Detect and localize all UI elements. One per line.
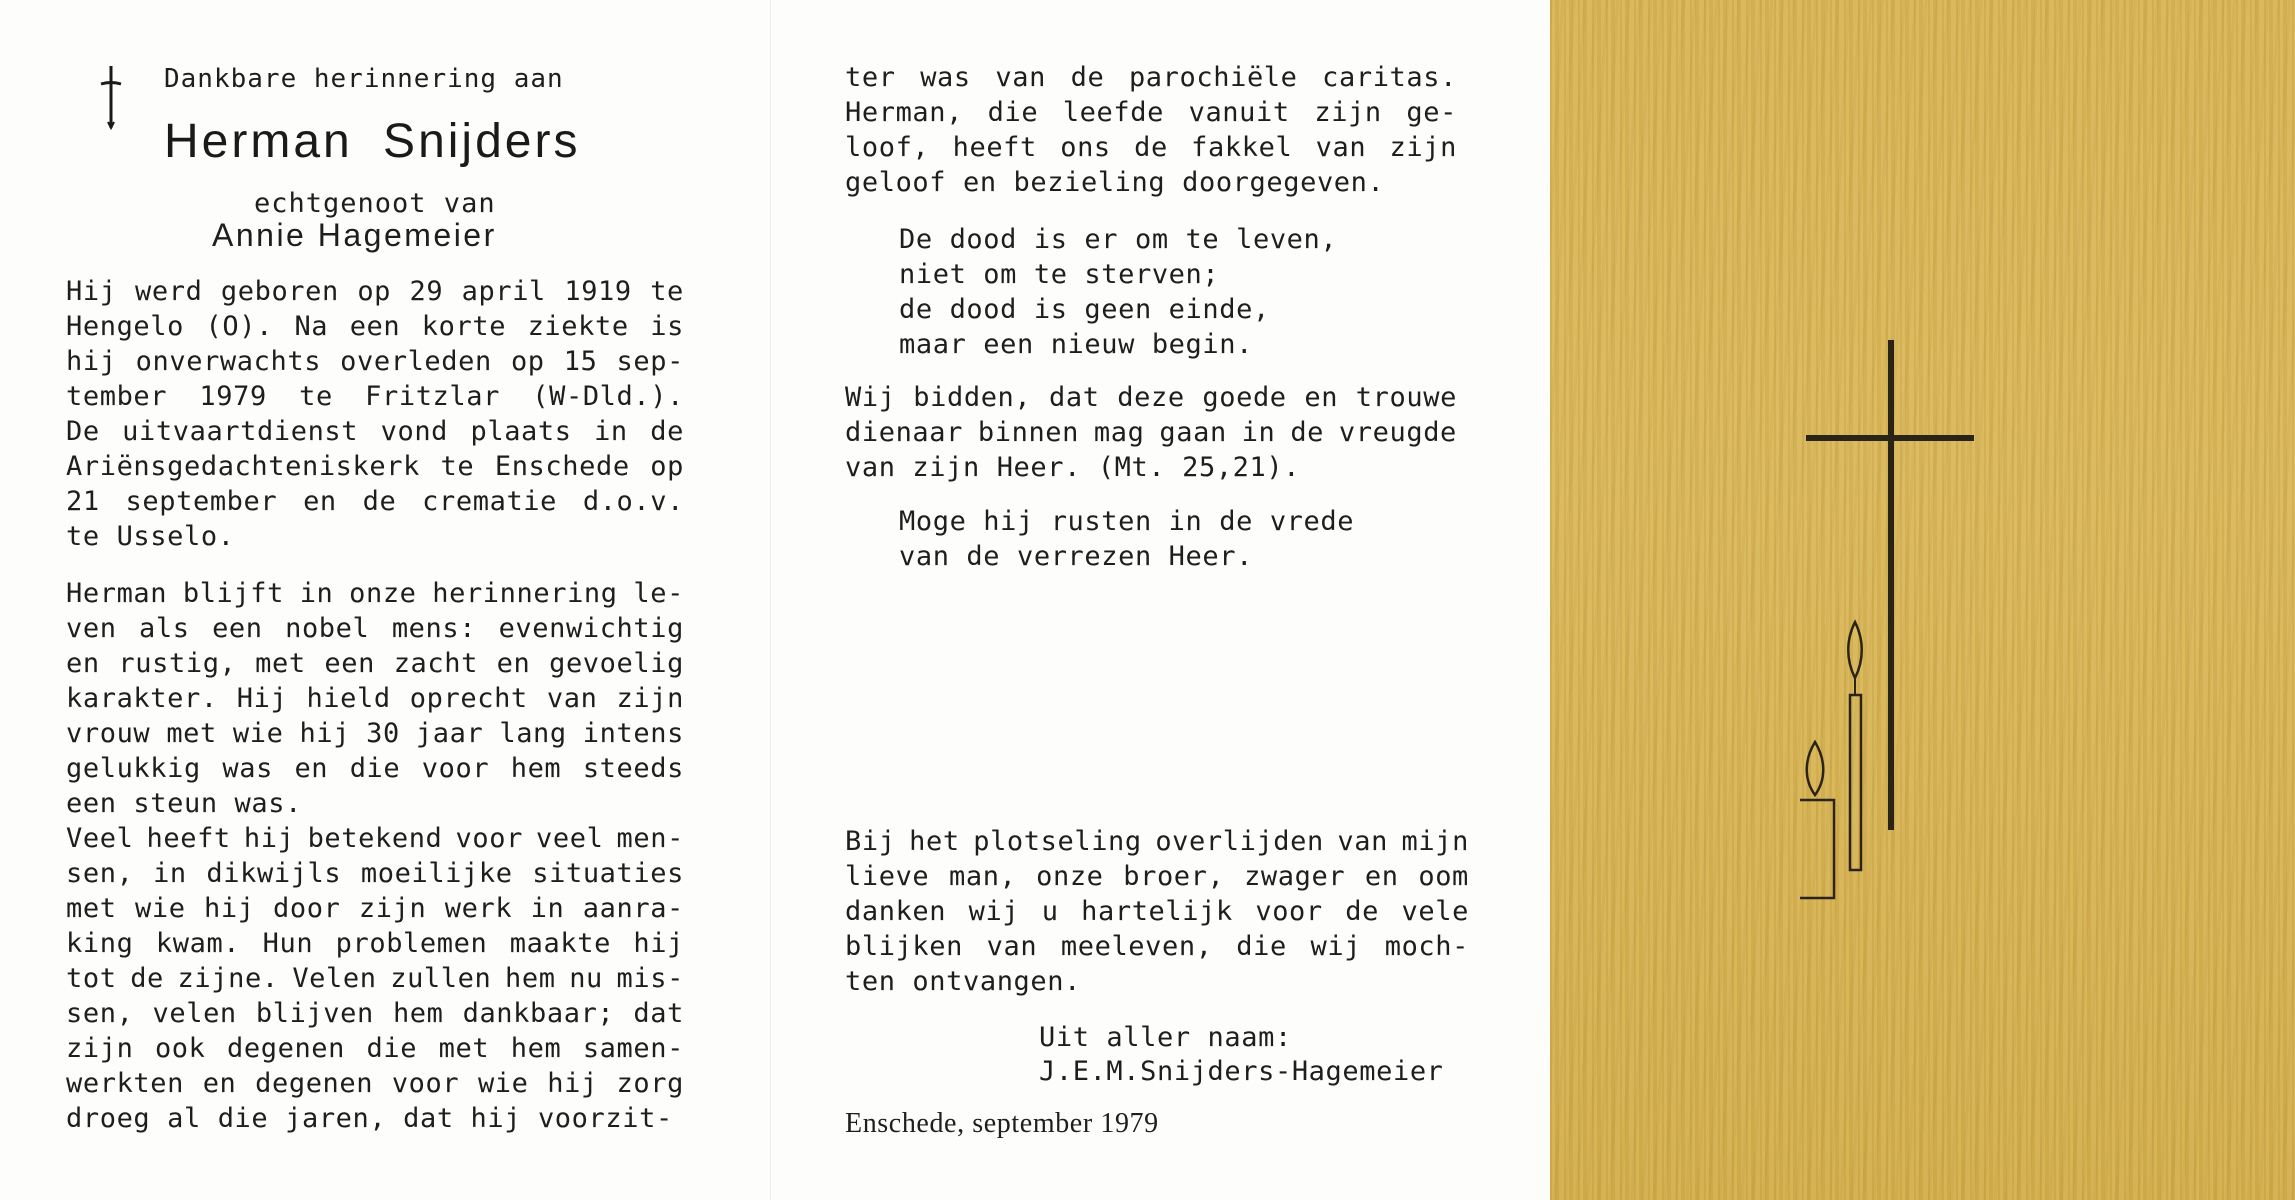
left-panel [0,0,770,1200]
biography-line: De uitvaartdienst vond plaats in de [66,416,684,447]
biography-line: tember 1979 te Fritzlar (W-Dld.). [66,381,684,412]
signature-name: J.E.M.Snijders-Hagemeier [1039,1056,1444,1087]
spouse-label: echtgenoot van [254,188,496,219]
biography-line: 21 september en de crematie d.o.v. [66,486,684,517]
tribute-line: met wie hij door zijn werk in aanra- [66,893,684,924]
thanks-line: danken wij u hartelijk voor de vele [845,896,1469,927]
prayer-line: Wij bidden, dat deze goede en trouwe [845,382,1457,413]
tribute-line: en rustig, met een zacht en gevoelig [66,648,684,679]
tribute-line: sen, in dikwijls moeilijke situaties [66,858,684,889]
deceased-name: Herman Snijders [164,115,581,168]
tribute-line: droeg al die jaren, dat hij voorzit- [66,1103,673,1134]
cross-with-candles-icon [1800,340,1980,910]
card-heading: Dankbare herinnering aan [164,64,564,94]
continuation-line: loof, heeft ons de fakkel van zijn [845,132,1457,163]
thanks-line: Bij het plotseling overlijden van mijn [845,826,1469,857]
prayer-line: van zijn Heer. (Mt. 25,21). [845,452,1301,483]
place-and-date: Enschede, september 1979 [845,1108,1159,1139]
middle-panel [770,0,1551,1200]
poem-line: de dood is geen einde, [899,294,1270,325]
biography-line: Ariënsgedachteniskerk te Enschede op [66,451,684,482]
thanks-line: lieve man, onze broer, zwager en oom [845,861,1469,892]
tribute-line: werkten en degenen voor wie hij zorg [66,1068,684,1099]
poem-line: maar een nieuw begin. [899,329,1253,360]
rest-line: Moge hij rusten in de vrede [899,506,1355,537]
tribute-line: Herman blijft in onze herinnering le- [66,578,684,609]
tribute-line: king kwam. Hun problemen maakte hij [66,928,684,959]
poem-line: De dood is er om te leven, [899,224,1338,255]
tribute-line: een steun was. [66,788,302,819]
poem-line: niet om te sterven; [899,259,1220,290]
continuation-line: ter was van de parochiële caritas. [845,62,1457,93]
continuation-line: Herman, die leefde vanuit zijn ge- [845,97,1457,128]
biography-line: hij onverwachts overleden op 15 sep- [66,346,684,377]
signature-label: Uit aller naam: [1039,1022,1292,1053]
tribute-line: karakter. Hij hield oprecht van zijn [66,683,684,714]
continuation-line: geloof en bezieling doorgegeven. [845,167,1385,198]
tribute-line: zijn ook degenen die met hem samen- [66,1033,684,1064]
thanks-line: blijken van meeleven, die wij moch- [845,931,1469,962]
tribute-line: gelukkig was en die voor hem steeds [66,753,684,784]
prayer-line: dienaar binnen mag gaan in de vreugde [845,417,1457,448]
cover-panel [1550,0,2295,1200]
spouse-name: Annie Hagemeier [212,217,497,253]
tribute-line: sen, velen blijven hem dankbaar; dat [66,998,684,1029]
thanks-line: ten ontvangen. [845,966,1081,997]
biography-line: Hengelo (O). Na een korte ziekte is [66,311,684,342]
tribute-line: Veel heeft hij betekend voor veel men- [66,823,684,854]
tribute-line: vrouw met wie hij 30 jaar lang intens [66,718,684,749]
tribute-line: tot de zijne. Velen zullen hem nu mis- [66,963,684,994]
tribute-line: ven als een nobel mens: evenwichtig [66,613,684,644]
cross-icon [98,64,124,130]
biography-line: te Usselo. [66,521,235,552]
biography-line: Hij werd geboren op 29 april 1919 te [66,276,684,307]
rest-line: van de verrezen Heer. [899,541,1253,572]
